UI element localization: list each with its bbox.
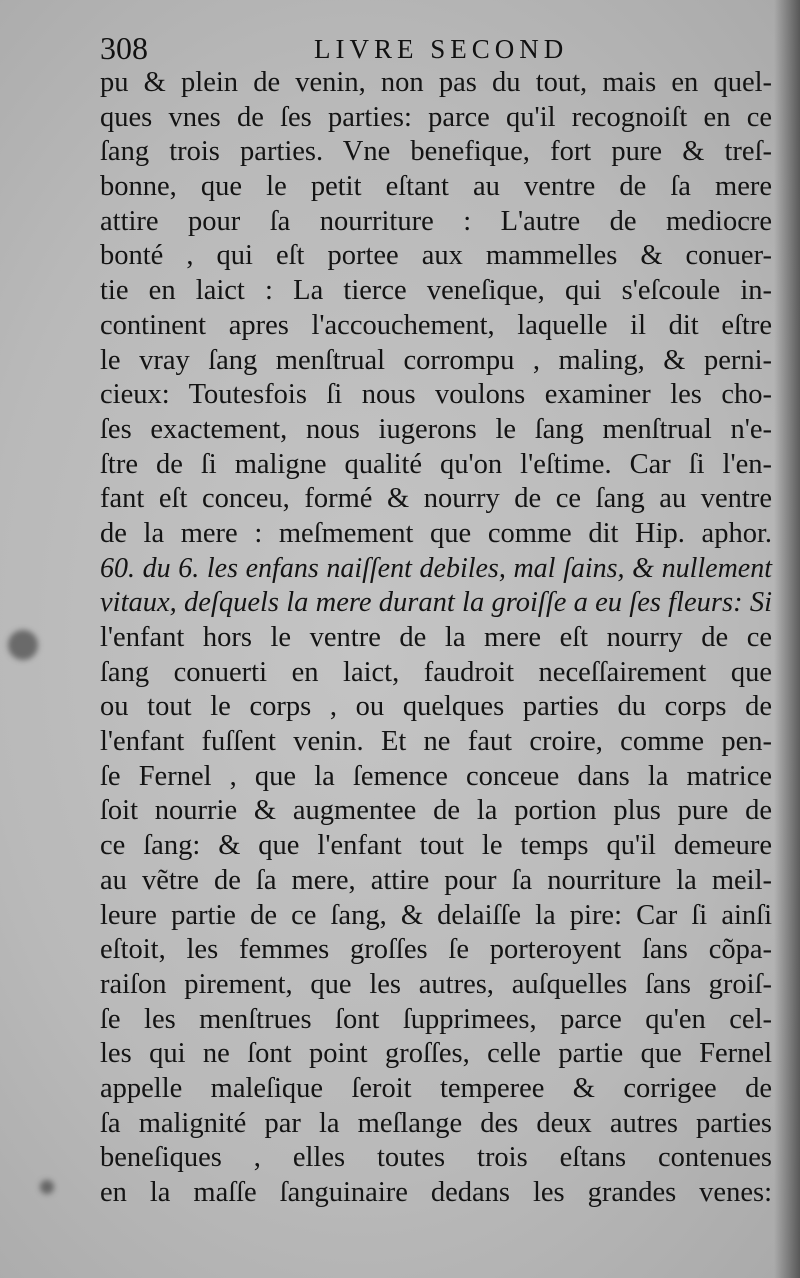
- text-line: pu & plein de venin, non pas du tout, mais en quel-: [100, 67, 772, 98]
- text-line: eſtoit, les femmes groſſes ſe porteroyent ſans cõpa-: [100, 934, 772, 966]
- text-line: l'enfant hors le ventre de la mere eſt nourry de ce: [100, 622, 772, 653]
- page-number: 308: [100, 30, 148, 66]
- text-line: ſtre de ſi maligne qualité qu'on l'eſtime. Car ſi l'en-: [100, 448, 772, 480]
- text-line: ſang trois parties. Vne benefique, fort pure & treſ-: [100, 136, 772, 168]
- text-line: leure partie de ce ſang, & delaiſſe la pire: Car ſi ainſi: [100, 899, 772, 931]
- text-line: ſang conuerti en laict, faudroit neceſſairement que: [100, 656, 772, 688]
- text-line: ſe Fernel , que la ſemence conceue dans la matrice: [100, 760, 772, 792]
- text-line: ce ſang: & que l'enfant tout le temps qu'il demeure: [100, 830, 772, 862]
- text-line: ques vnes de ſes parties: parce qu'il recognoiſt en ce: [100, 101, 772, 133]
- text-line: raiſon pirement, que les autres, auſquelles ſans groiſ-: [100, 968, 772, 1000]
- text-line: de la mere : meſmement que comme dit Hip. aphor.: [100, 517, 772, 549]
- text-line: ſoit nourrie & augmentee de la portion plus pure de: [100, 795, 772, 827]
- text-line: tie en laict : La tierce veneſique, qui s'eſcoule in-: [100, 275, 772, 307]
- text-line: les qui ne ſont point groſſes, celle partie que Fernel: [100, 1038, 772, 1070]
- text-line: cieux: Toutesfois ſi nous voulons examiner les cho-: [100, 379, 772, 411]
- ink-stain: [40, 1180, 54, 1194]
- text-line: le vray ſang menſtrual corrompu , maling, & perni-: [100, 344, 772, 376]
- text-line: ou tout le corps , ou quelques parties du corps de: [100, 691, 772, 723]
- text-line: ſa malignité par la meſlange des deux autres parties: [100, 1107, 772, 1139]
- text-line: en la maſſe ſanguinaire dedans les grandes venes:: [100, 1177, 772, 1208]
- text-line: au vẽtre de ſa mere, attire pour ſa nourriture la meil-: [100, 864, 772, 896]
- text-line: 60. du 6. les enfans naiſſent debiles, mal ſains, & nullement: [100, 552, 772, 584]
- body-text: [100, 66, 772, 1211]
- text-line: bonté , qui eſt portee aux mammelles & conuer-: [100, 240, 772, 272]
- text-line: fant eſt conceu, formé & nourry de ce ſang au ventre: [100, 483, 772, 515]
- text-line: appelle maleſique ſeroit temperee & corrigee de: [100, 1072, 772, 1104]
- running-head: [100, 30, 660, 70]
- text-line: continent apres l'accouchement, laquelle il dit eſtre: [100, 309, 772, 341]
- text-line: ſe les menſtrues ſont ſupprimees, parce qu'en cel-: [100, 1003, 772, 1035]
- text-line: vitaux, deſquels la mere durant la groiſſe a eu ſes fleurs: Si: [100, 587, 772, 619]
- text-line: bonne, que le petit eſtant au ventre de ſa mere: [100, 171, 772, 203]
- text-line: l'enfant fuſſent venin. Et ne faut croire, comme pen-: [100, 726, 772, 758]
- ink-stain: [8, 630, 38, 660]
- page-gutter-shadow: [774, 0, 800, 1278]
- text-line: beneſiques , elles toutes trois eſtans contenues: [100, 1142, 772, 1174]
- text-line: ſes exactement, nous iugerons le ſang menſtrual n'e-: [100, 413, 772, 445]
- text-line: attire pour ſa nourriture : L'autre de mediocre: [100, 205, 772, 237]
- running-title: LIVRE SECOND: [314, 34, 569, 64]
